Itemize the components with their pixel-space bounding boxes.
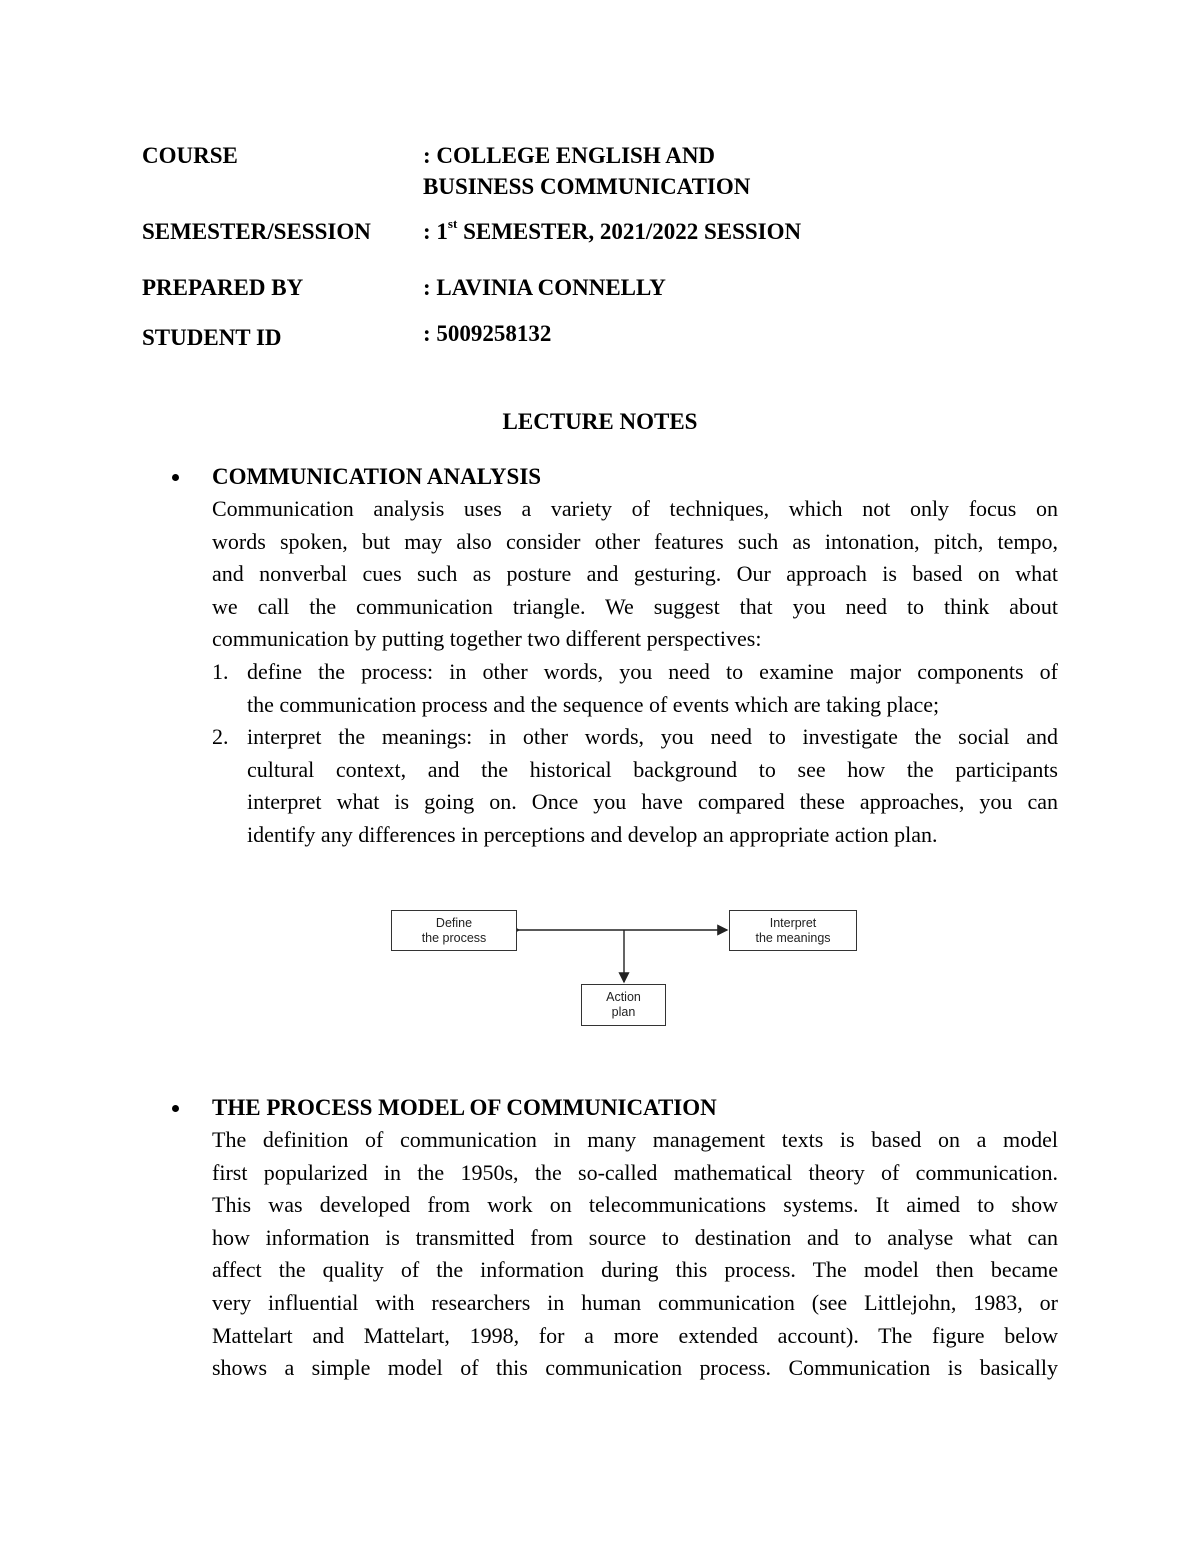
semester-value-sup: st: [447, 216, 458, 232]
section-heading-text: COMMUNICATION ANALYSIS: [212, 464, 542, 489]
paragraph-line: affect the quality of the information during this process. The model then became: [212, 1257, 1058, 1283]
student-id-label: STUDENT ID: [142, 325, 282, 350]
communication-triangle-diagram: [388, 905, 860, 1029]
paragraph-line: very influential with researchers in human communication (see Littlejohn, 1983, or: [212, 1289, 1058, 1315]
semester-value-suffix: SEMESTER, 2021/2022 SESSION: [457, 219, 802, 244]
course-value: [423, 140, 750, 202]
list-item: [212, 721, 1058, 851]
list-item: [212, 656, 1058, 721]
semester-value: [423, 216, 801, 247]
define-box-line1: Define: [435, 915, 473, 930]
interpret-meanings-box: [729, 910, 857, 951]
section-heading: [212, 1092, 1058, 1124]
bullet-icon: [172, 1105, 179, 1112]
section-heading: [212, 461, 1058, 493]
course-value-line1: : COLLEGE ENGLISH AND: [423, 143, 716, 168]
paragraph-line: interpret the meanings: in other words, you need to investigate the social and: [247, 724, 1058, 750]
paragraph-line: the communication process and the sequence of events which are taking place;: [247, 691, 940, 717]
bullet-icon: [172, 474, 179, 481]
paragraph-line: Communication analysis uses a variety of techniques, which not only focus on: [212, 496, 1058, 521]
course-label: COURSE: [142, 143, 238, 168]
paragraph-line: communication by putting together two different perspectives:: [212, 626, 762, 652]
list-item-number: 2.: [212, 724, 229, 750]
semester-value-prefix: : 1: [423, 219, 448, 244]
paragraph-line: and nonverbal cues such as posture and gesturing. Our approach is based on what: [212, 561, 1058, 587]
prepared-by-label: PREPARED BY: [142, 275, 304, 300]
paragraph-line: This was developed from work on telecommunications systems. It aimed to show: [212, 1192, 1058, 1218]
section-paragraph: [212, 493, 1058, 656]
paragraph-line: words spoken, but may also consider other features such as intonation, pitch, tempo,: [212, 528, 1058, 554]
section-heading-text: THE PROCESS MODEL OF COMMUNICATION: [212, 1095, 717, 1120]
interpret-box-line2: the meanings: [755, 930, 831, 945]
action-box-line2: plan: [611, 1005, 636, 1019]
paragraph-line: Mattelart and Mattelart, 1998, for a more extended account). The figure below: [212, 1322, 1058, 1348]
course-value-line2: BUSINESS COMMUNICATION: [423, 174, 751, 199]
paragraph-line: define the process: in other words, you need to examine major components of: [247, 658, 1058, 684]
list-item-number: 1.: [212, 658, 229, 684]
semester-label: SEMESTER/SESSION: [142, 219, 371, 244]
prepared-by-value: : LAVINIA CONNELLY: [423, 275, 666, 300]
section-paragraph: [212, 1124, 1058, 1385]
student-id-value: : 5009258132: [423, 321, 552, 346]
paragraph-line: cultural context, and the historical background to see how the participants: [247, 756, 1058, 782]
course-row: [142, 140, 922, 202]
paragraph-line: how information is transmitted from source to destination and to analyse what can: [212, 1224, 1058, 1250]
action-box-line1: Action: [606, 990, 641, 1004]
paragraph-line: The definition of communication in many management texts is based on a model: [212, 1127, 1058, 1152]
section-communication-analysis: [212, 461, 1058, 852]
action-plan-box: [581, 984, 666, 1026]
interpret-box-line1: Interpret: [769, 915, 817, 930]
define-process-box: [391, 910, 517, 951]
paragraph-line: shows a simple model of this communication process. Communication is basically: [212, 1355, 1058, 1381]
section-process-model: [212, 1092, 1058, 1385]
define-box-line2: the process: [421, 930, 487, 945]
paragraph-line: we call the communication triangle. We suggest that you need to think about: [212, 593, 1058, 619]
paragraph-line: interpret what is going on. Once you have compared these approaches, you can: [247, 789, 1058, 815]
paragraph-line: identify any differences in perceptions and develop an appropriate action plan.: [247, 821, 938, 847]
numbered-list: [212, 656, 1058, 852]
paragraph-line: first popularized in the 1950s, the so-called mathematical theory of communication.: [212, 1159, 1058, 1185]
page-title: LECTURE NOTES: [502, 409, 698, 434]
document-info-block: [142, 140, 922, 350]
